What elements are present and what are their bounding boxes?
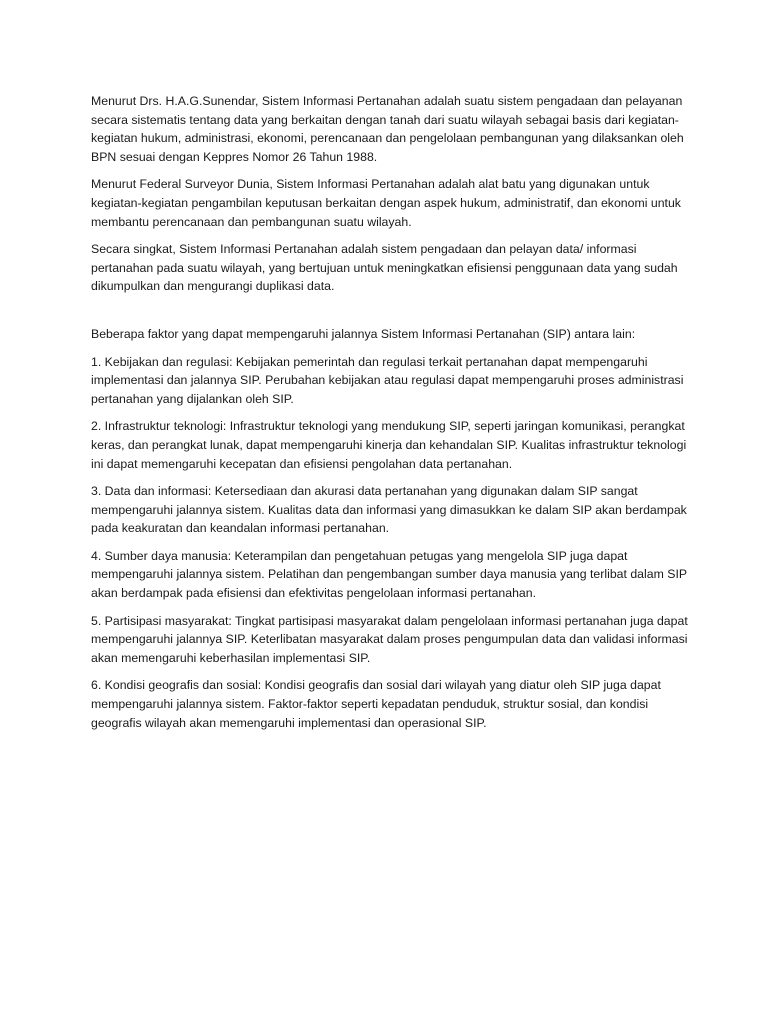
factor-item-6: 6. Kondisi geografis dan sosial: Kondisi geografis dan sosial dari wilayah yang diatur oleh SIP juga dapat mempengaruhi jalannya sistem. Faktor-faktor seperti kepadatan penduduk, struktur sosial, dan kondisi geografis wilayah akan memengaruhi implementasi dan operasional SIP. <box>91 678 661 730</box>
factor-item-2: 2. Infrastruktur teknologi: Infrastruktur teknologi yang mendukung SIP, seperti jaringan komunikasi, perangkat keras, dan perangkat lunak, dapat mempengaruhi kinerja dan kehandalan SIP. Kualitas infrastruktur teknologi ini dapat memengaruhi kecepatan dan efisiensi pengolahan data pertanahan. <box>91 419 687 471</box>
factors-intro: Beberapa faktor yang dapat mempengaruhi jalannya Sistem Informasi Pertanahan (SIP) antara lain: <box>91 326 636 341</box>
definition-paragraph-1: Menurut Drs. H.A.G.Sunendar, Sistem Informasi Pertanahan adalah suatu sistem pengadaan dan pelayanan secara sistematis tentang data yang berkaitan dengan tanah dari suatu wilayah sebagai basis dari kegiatan-kegiatan hukum, administrasi, ekonomi, perencanaan dan pengelolaan pembangunan yang dilaksankan oleh BPN sesuai dengan Keppres Nomor 26 Tahun 1988. <box>91 94 684 164</box>
summary-paragraph: Secara singkat, Sistem Informasi Pertanahan adalah sistem pengadaan dan pelayan data/ informasi pertanahan pada suatu wilayah, yang bertujuan untuk meningkatkan efisiensi penggunaan data yang sudah dikumpulkan dan mengurangi duplikasi data. <box>91 242 678 294</box>
definition-paragraph-2: Menurut Federal Surveyor Dunia, Sistem Informasi Pertanahan adalah alat batu yang digunakan untuk kegiatan-kegiatan pengambilan keputusan berkaitan dengan aspek hukum, administratif, dan ekonomi untuk membantu perencanaan dan pembangunan suatu wilayah. <box>91 177 681 229</box>
factor-item-4: 4. Sumber daya manusia: Keterampilan dan pengetahuan petugas yang mengelola SIP juga dapat mempengaruhi jalannya sistem. Pelatihan dan pengembangan sumber daya manusia yang terlibat dalam SIP akan berdampak pada efisiensi dan efektivitas pengelolaan informasi pertanahan. <box>91 548 687 601</box>
factor-item-1: 1. Kebijakan dan regulasi: Kebijakan pemerintah dan regulasi terkait pertanahan dapat mempengaruhi implementasi dan jalannya SIP. Perubahan kebijakan atau regulasi dapat mempengaruhi proses administrasi pertanahan yang dijalankan oleh SIP. <box>91 354 684 406</box>
paragraph-gap <box>91 305 691 325</box>
factor-item-3: 3. Data dan informasi: Ketersediaan dan akurasi data pertanahan yang digunakan dalam SIP sangat mempengaruhi jalannya sistem. Kualitas data dan informasi yang dimasukkan ke dalam SIP akan berdampak pada keakuratan dan keandalan informasi pertanahan. <box>91 484 687 536</box>
factor-item-5: 5. Partisipasi masyarakat: Tingkat partisipasi masyarakat dalam pengelolaan informasi pertanahan juga dapat mempengaruhi jalannya SIP. Keterlibatan masyarakat dalam proses pengumpulan data dan validasi informasi akan memengaruhi keberhasilan implementasi SIP. <box>91 613 688 665</box>
document-body <box>91 92 691 741</box>
